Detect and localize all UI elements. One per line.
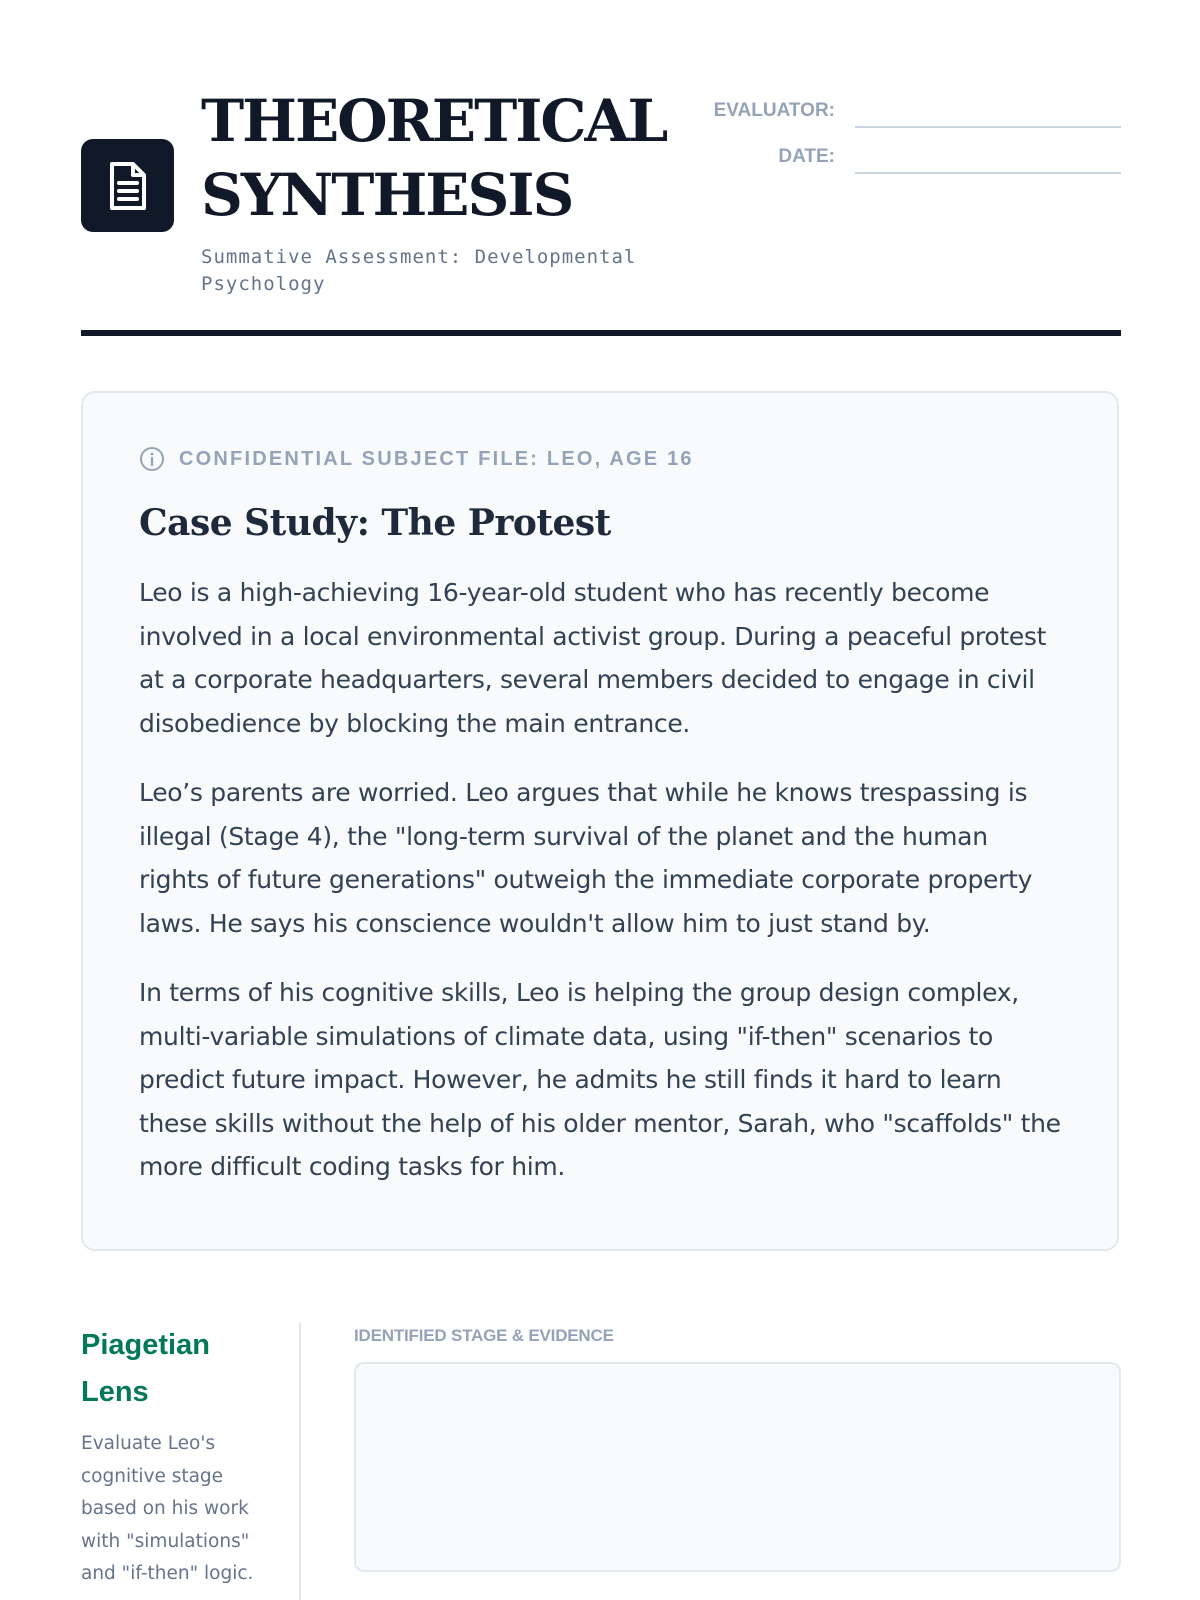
case-paragraph: In terms of his cognitive skills, Leo is helping the group design complex, multi-variable simulations of climate data, using "if-then" scenarios to predict future impact. However, he admits he still finds it hard to learn these skills without the help of his older mentor, Sarah, who "scaffolds" the more difficult coding tasks for him. [139,978,1061,1181]
evaluator-row [701,82,1121,128]
evaluator-meta [701,82,1121,174]
case-study-card [81,391,1119,1251]
evaluator-label: EVALUATOR: [713,100,835,121]
date-field[interactable] [855,142,1121,174]
header [81,80,1121,340]
lens-title: Piagetian Lens [81,1329,210,1408]
title-block [201,80,701,298]
evidence-label: IDENTIFIED STAGE & EVIDENCE [354,1326,614,1345]
confidential-row [139,445,1061,473]
evaluator-field[interactable] [855,96,1121,128]
date-row [701,128,1121,174]
page-subtitle: Summative Assessment: Developmental Psychology [201,246,637,295]
document-icon [81,139,174,232]
lens-sidebar [81,1322,301,1600]
case-study-title: Case Study: The Protest [139,502,611,544]
confidential-label: CONFIDENTIAL SUBJECT FILE: LEO, AGE 16 [179,447,694,470]
header-divider [81,330,1121,336]
info-icon [139,446,165,472]
case-paragraph: Leo’s parents are worried. Leo argues that while he knows trespassing is illegal (Stage 4), the "long-term survival of the planet and the human rights of future generations" outweigh the immediate corporate property laws. He says his conscience wouldn't allow him to just stand by. [139,778,1033,938]
date-label: DATE: [778,146,835,167]
case-paragraph: Leo is a high-achieving 16-year-old student who has recently become involved in a local environmental activist group. During a peaceful protest at a corporate headquarters, several members decided to engage in civil disobedience by blocking the main entrance. [139,578,1047,738]
piagetian-lens-section [81,1322,1121,1600]
lens-description: Evaluate Leo's cognitive stage based on his work with "simulations" and "if-then" logic. [81,1433,254,1584]
page-title: THEORETICAL SYNTHESIS [201,87,667,229]
lens-response [354,1322,1121,1572]
evidence-textarea[interactable] [354,1362,1121,1572]
